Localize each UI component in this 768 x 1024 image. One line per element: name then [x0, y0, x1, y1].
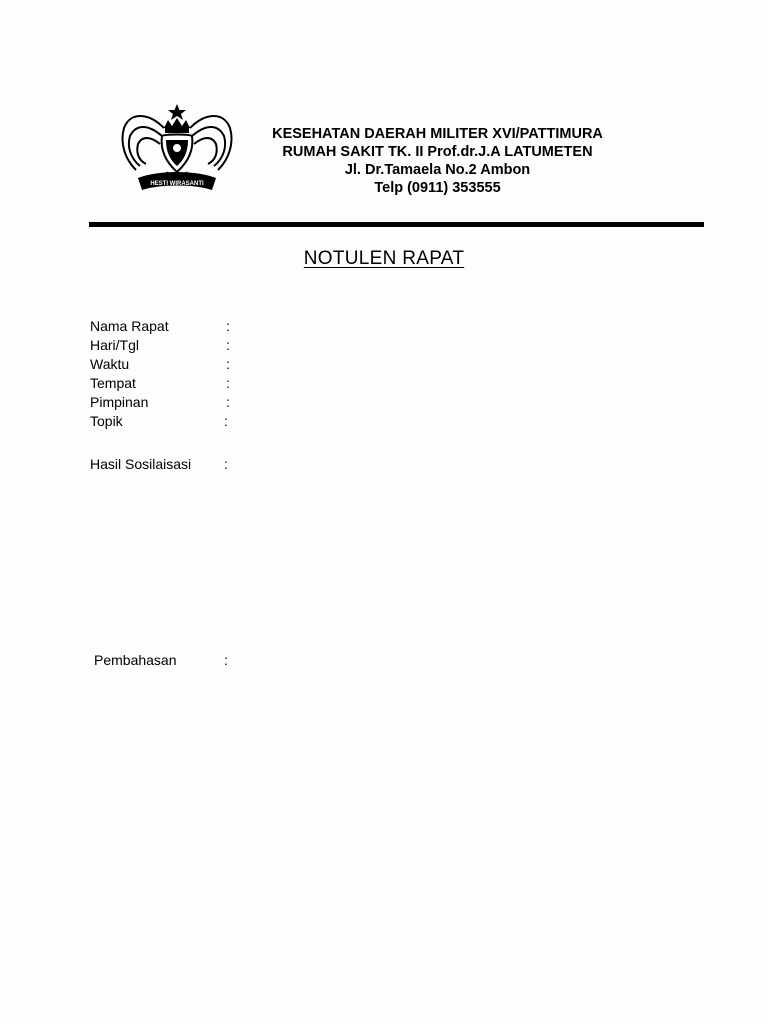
field-label: Hari/Tgl — [90, 337, 140, 353]
letterhead-phone: Telp (0911) 353555 — [374, 180, 501, 196]
field-separator: : — [226, 356, 230, 372]
field-label: Waktu — [90, 356, 130, 372]
field-label: Topik — [90, 413, 123, 429]
letterhead-hospital: RUMAH SAKIT TK. II Prof.dr.J.A LATUMETEN — [282, 144, 593, 160]
field-separator: : — [226, 375, 230, 391]
field-separator: : — [224, 456, 228, 472]
field-separator: : — [226, 337, 230, 353]
field-label: Tempat — [90, 375, 136, 391]
field-separator: : — [226, 318, 230, 334]
field-label: Pembahasan — [94, 652, 177, 668]
field-label: Hasil Sosilaisasi — [90, 456, 192, 472]
field-separator: : — [224, 652, 228, 668]
field-separator: : — [224, 413, 228, 429]
header-divider — [89, 222, 704, 227]
letterhead-organization: KESEHATAN DAERAH MILITER XVI/PATTIMURA — [272, 126, 603, 142]
document-title: NOTULEN RAPAT — [303, 248, 465, 269]
kodam-emblem-icon — [108, 98, 246, 202]
field-separator: : — [226, 394, 230, 410]
letterhead — [250, 125, 625, 197]
letterhead-address: Jl. Dr.Tamaela No.2 Ambon — [344, 162, 531, 178]
emblem-motto: HESTI WIRASANTI — [150, 181, 204, 187]
field-label: Pimpinan — [90, 394, 149, 410]
field-label: Nama Rapat — [90, 318, 169, 334]
